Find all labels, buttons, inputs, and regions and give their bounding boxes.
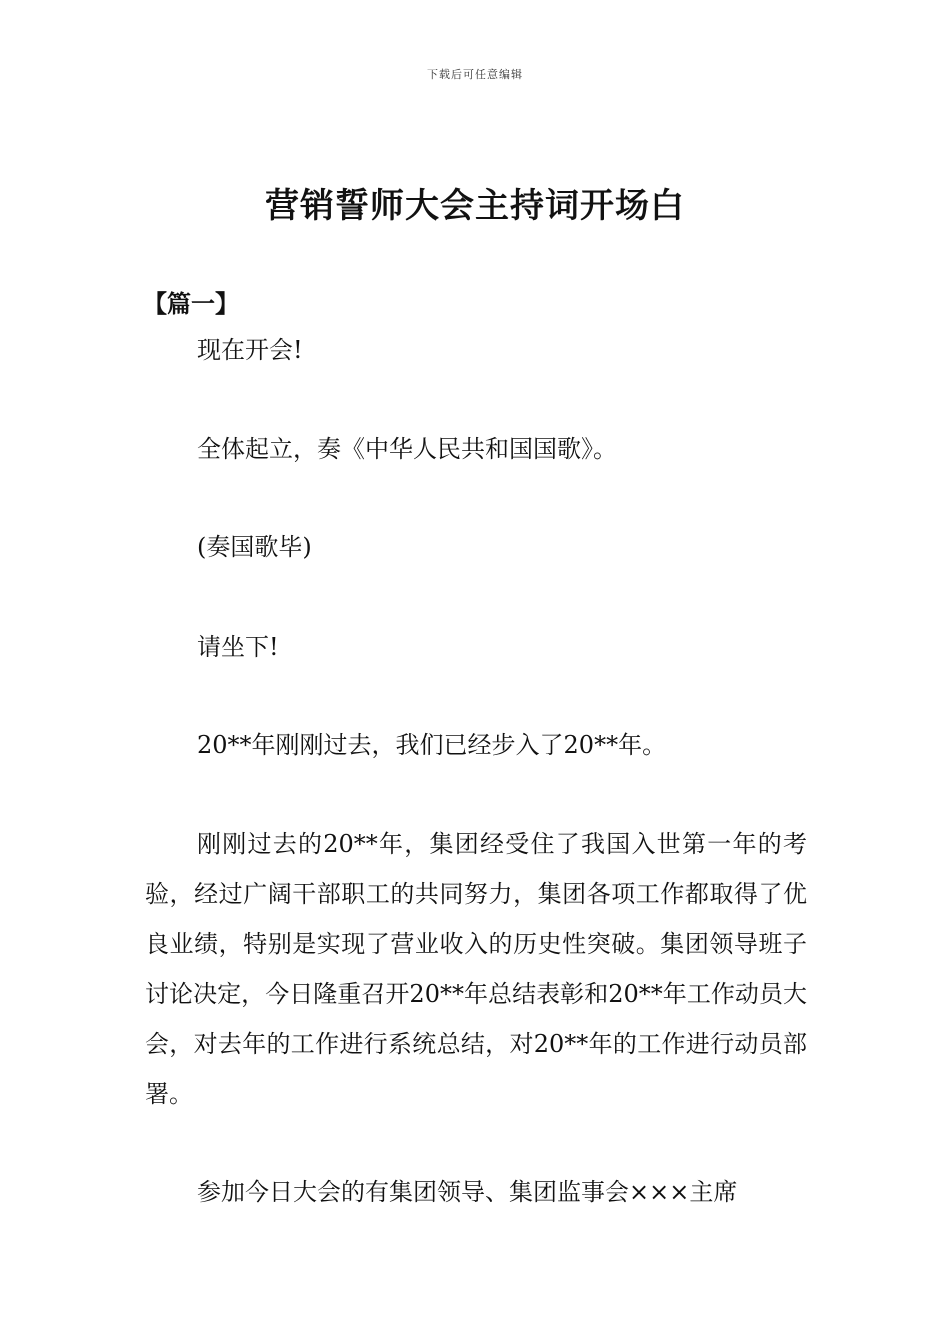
paragraph: 20**年刚刚过去，我们已经步入了20**年。 [197,731,667,759]
section-label: 【篇一】 [143,289,239,318]
paragraph: 参加今日大会的有集团领导、集团监事会×××主席 [197,1178,738,1206]
document-title: 营销誓师大会主持词开场白 [265,186,685,226]
paragraph: (奏国歌毕) [197,533,312,561]
paragraph: 全体起立，奏《中华人民共和国国歌》。 [197,435,617,463]
header-note: 下载后可任意编辑 [427,68,523,81]
paragraph: 现在开会! [197,336,303,364]
paragraph: 请坐下! [197,633,279,661]
paragraph: 刚刚过去的20**年，集团经受住了我国入世第一年的考验，经过广阔干部职工的共同努力，集团各项工作都取得了优良业绩，特别是实现了营业收入的历史性突破。集团领导班子讨论决定，今日隆重召开20**年总结表彰和20**年工作动员大会，对去年的工作进行系统总结，对20**年的工作进行动员部署。 [145,830,807,1108]
